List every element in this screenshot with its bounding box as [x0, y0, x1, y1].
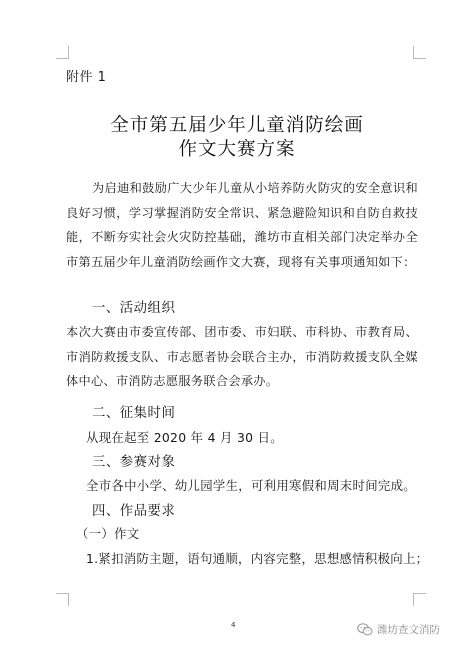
crop-mark-top-right — [413, 46, 426, 59]
document-title-line-1: 全市第五届少年儿童消防绘画 — [110, 115, 364, 136]
sub-heading-essay: （一）作文 — [76, 526, 140, 541]
document-title-line-2: 作文大赛方案 — [178, 139, 296, 160]
target-paragraph: 全市各中小学、幼儿园学生，可利用寒假和周末时间完成。 — [86, 478, 416, 493]
page-number: 4 — [231, 621, 236, 629]
watermark — [357, 622, 440, 637]
section-heading-requirements: 四、作品要求 — [92, 504, 176, 519]
crop-mark-bottom-right — [413, 593, 426, 606]
intro-paragraph: 为启迪和鼓励广大少年儿童从小培养防火防灾的安全意识和良好习惯，学习掌握消防安全常识、紧急避险知识和自防自救技能，不断夯实社会火灾防控基础，潍坊市直相关部门决定举办全市第五届少年儿童消防绘画作文大赛，现将有关事项通知如下： — [66, 181, 418, 269]
section-heading-time: 二、征集时间 — [92, 406, 176, 421]
wechat-icon — [357, 623, 373, 636]
requirement-item-1: 1.紧扣消防主题，语句通顺，内容完整，思想感情积极向上； — [86, 551, 429, 566]
watermark-text: 潍坊查文消防 — [377, 624, 440, 636]
section-heading-target: 三、参赛对象 — [92, 455, 176, 470]
time-paragraph: 从现在起至 2020 年 4 月 30 日。 — [86, 430, 283, 445]
crop-mark-bottom-left — [56, 593, 69, 606]
attachment-label: 附件 1 — [66, 70, 107, 85]
section-heading-organization: 一、活动组织 — [92, 301, 176, 316]
crop-mark-top-left — [56, 46, 69, 59]
organization-paragraph: 本次大赛由市委宣传部、团市委、市妇联、市科协、市教育局、市消防救援支队、市志愿者协会联合主办，市消防救援支队全媒体中心、市消防志愿服务联合会承办。 — [66, 325, 418, 389]
